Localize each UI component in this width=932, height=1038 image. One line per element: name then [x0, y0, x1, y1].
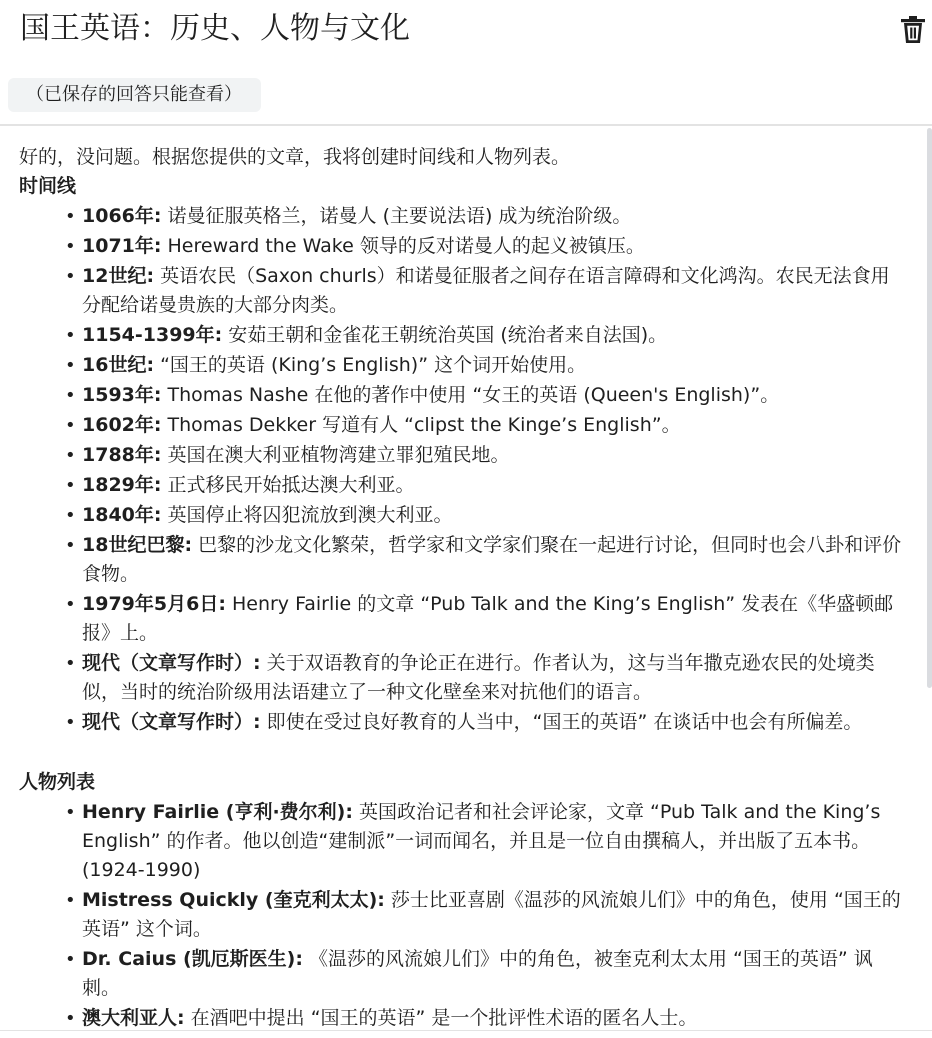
- person-item-label: Henry Fairlie (亨利·费尔利):: [82, 801, 353, 823]
- timeline-item-label: 1979年5月6日:: [82, 593, 226, 615]
- timeline-item: [64, 411, 902, 440]
- people-heading: 人物列表: [19, 771, 96, 793]
- timeline-item-label: 1840年:: [82, 504, 162, 526]
- person-item: [64, 886, 902, 944]
- intro-text: 好的，没问题。根据您提供的文章，我将创建时间线和人物列表。: [19, 146, 571, 168]
- timeline-item: [64, 202, 902, 231]
- timeline-item: [64, 381, 902, 410]
- timeline-item-label: 1066年:: [82, 205, 162, 227]
- timeline-item-text: 关于双语教育的争论正在进行。作者认为，这与当年撒克逊农民的处境类似，当时的统治阶级用法语建立了一种文化壁垒来对抗他们的语言。: [82, 652, 875, 703]
- scrollbar-thumb[interactable]: [927, 128, 932, 688]
- person-item: [64, 1004, 902, 1030]
- timeline-item-text: 英语农民（Saxon churls）和诺曼征服者之间存在语言障碍和文化鸿沟。农民无法食用分配给诺曼贵族的大部分肉类。: [82, 265, 890, 316]
- timeline-item-label: 1829年:: [82, 474, 162, 496]
- timeline-item-text: 正式移民开始抵达澳大利亚。: [161, 474, 415, 496]
- timeline-item-text: Hereward the Wake 领导的反对诺曼人的起义被镇压。: [161, 235, 645, 257]
- timeline-item-label: 1071年:: [82, 235, 162, 257]
- timeline-item-label: 现代（文章写作时）:: [82, 711, 261, 733]
- person-item-label: Dr. Caius (凯厄斯医生):: [82, 948, 303, 970]
- header-divider: [0, 124, 932, 126]
- timeline-item-label: 1154-1399年:: [82, 324, 223, 346]
- person-item-label: Mistress Quickly (奎克利太太):: [82, 889, 385, 911]
- timeline-item-text: “国王的英语 (King’s English)” 这个词开始使用。: [154, 354, 587, 376]
- timeline-item: [64, 262, 902, 320]
- timeline-item: [64, 321, 902, 350]
- person-item: [64, 798, 902, 885]
- timeline-item-label: 1602年:: [82, 414, 162, 436]
- timeline-heading: 时间线: [19, 175, 77, 197]
- timeline-item-label: 12世纪:: [82, 265, 155, 287]
- timeline-item-label: 1788年:: [82, 444, 162, 466]
- bottom-edge: [0, 1030, 932, 1038]
- person-item-text: 《温莎的风流娘儿们》中的角色，被奎克利太太用 “国王的英语” 讽刺。: [82, 948, 873, 999]
- timeline-item-text: 即使在受过良好教育的人当中，“国王的英语” 在谈话中也会有所偏差。: [260, 711, 863, 733]
- trash-icon[interactable]: [900, 16, 926, 44]
- response-content[interactable]: [0, 127, 924, 1030]
- person-item-text: 莎士比亚喜剧《温莎的风流娘儿们》中的角色，使用 “国王的英语” 这个词。: [82, 889, 901, 940]
- timeline-item: [64, 471, 902, 500]
- timeline-item: [64, 232, 902, 261]
- person-item-text: 在酒吧中提出 “国王的英语” 是一个批评性术语的匿名人士。: [184, 1007, 698, 1029]
- timeline-item-text: 诺曼征服英格兰，诺曼人 (主要说法语) 成为统治阶级。: [161, 205, 632, 227]
- page-title: 国王英语：历史、人物与文化: [20, 11, 410, 46]
- timeline-item: [64, 590, 902, 648]
- person-item-label: 澳大利亚人:: [82, 1007, 185, 1029]
- timeline-item-text: 英国在澳大利亚植物湾建立罪犯殖民地。: [161, 444, 510, 466]
- timeline-item-text: 安茹王朝和金雀花王朝统治英国 (统治者来自法国)。: [222, 324, 668, 346]
- person-item: [64, 945, 902, 1003]
- timeline-item: [64, 441, 902, 470]
- timeline-item: [64, 708, 902, 737]
- timeline-item-text: Thomas Dekker 写道有人 “clipst the Kinge’s English”。: [161, 414, 681, 436]
- timeline-item: [64, 351, 902, 380]
- people-list: [64, 798, 902, 1030]
- person-item-text: 英国政治记者和社会评论家，文章 “Pub Talk and the King’s English” 的作者。他以创造“建制派”一词而闻名，并且是一位自由撰稿人，并出版了五本书。 (1924-1990): [82, 801, 881, 881]
- timeline-item-text: Thomas Nashe 在他的著作中使用 “女王的英语 (Queen's English)”。: [161, 384, 780, 406]
- timeline-item: [64, 649, 902, 707]
- timeline-item-text: Henry Fairlie 的文章 “Pub Talk and the King’s English” 发表在《华盛顿邮报》上。: [82, 593, 894, 644]
- timeline-item: [64, 501, 902, 530]
- timeline-item-label: 现代（文章写作时）:: [82, 652, 261, 674]
- timeline-item-label: 16世纪:: [82, 354, 155, 376]
- timeline-item-label: 18世纪巴黎:: [82, 534, 193, 556]
- view-only-notice: （已保存的回答只能查看）: [8, 78, 261, 112]
- timeline-item: [64, 531, 902, 589]
- timeline-list: [64, 202, 902, 738]
- timeline-item-text: 英国停止将囚犯流放到澳大利亚。: [161, 504, 453, 526]
- timeline-item-text: 巴黎的沙龙文化繁荣，哲学家和文学家们聚在一起进行讨论，但同时也会八卦和评价食物。: [82, 534, 902, 585]
- timeline-item-label: 1593年:: [82, 384, 162, 406]
